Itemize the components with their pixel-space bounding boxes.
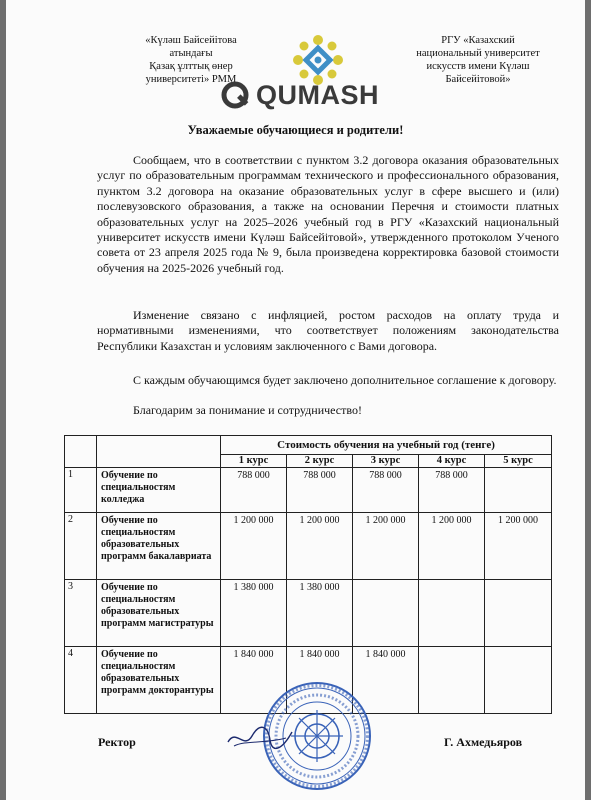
tuition-table xyxy=(64,435,552,714)
year-header: 5 курс xyxy=(485,455,552,468)
paragraph-text: Сообщаем, что в соответствии с пунктом 3.2 договора оказания образовательных услуг по образовательным программам технического и профессионального образования, пунктом 3.2 договора на оказание образовательных услуг в сфере высшего и (или) послевузовского образования, а также на основании Перечня и стоимости платных образовательных услуг на 2025–2026 учебный год в РГУ «Казахский национальный университет искусств имени Күләш Байсейітовой», утвержденного протоколом Ученого совета от 23 апреля 2025 года № 9, была произведена корректировка базовой стоимости обучения на 2025-2026 учебный год. xyxy=(97,153,559,275)
cost-cell: 1 840 000 xyxy=(221,647,287,714)
paragraph xyxy=(97,153,559,276)
cost-cell xyxy=(485,647,552,714)
cost-cell: 788 000 xyxy=(353,468,419,513)
program-name: Обучение по специальностям образовательных программ бакалавриата xyxy=(97,513,221,580)
table-row xyxy=(65,468,552,513)
header-russian-name xyxy=(398,34,558,86)
handwritten-signature xyxy=(224,720,296,756)
table-header-row xyxy=(65,436,552,455)
row-number: 4 xyxy=(65,647,97,714)
program-name: Обучение по специальностям образовательных программ докторантуры xyxy=(97,647,221,714)
table-row xyxy=(65,580,552,647)
cost-cell: 788 000 xyxy=(419,468,485,513)
header-left-line: Қазақ ұлттық өнер xyxy=(149,61,233,72)
program-name: Обучение по специальностям колледжа xyxy=(97,468,221,513)
cost-cell: 1 380 000 xyxy=(287,580,353,647)
cost-cell: 1 200 000 xyxy=(485,513,552,580)
table-header-empty xyxy=(97,436,221,468)
cost-cell: 788 000 xyxy=(287,468,353,513)
cost-cell: 1 200 000 xyxy=(221,513,287,580)
header-right-line: национальный университет xyxy=(416,48,540,59)
paragraph xyxy=(97,373,559,388)
cost-cell: 1 380 000 xyxy=(221,580,287,647)
cost-cell xyxy=(485,468,552,513)
row-number: 2 xyxy=(65,513,97,580)
table-row xyxy=(65,513,552,580)
header-left-line: атындағы xyxy=(169,48,213,59)
table-header-empty xyxy=(65,436,97,468)
cost-cell xyxy=(419,580,485,647)
cost-cell: 1 200 000 xyxy=(287,513,353,580)
page-title: Уважаемые обучающиеся и родители! xyxy=(187,123,404,137)
signatory-position: Ректор xyxy=(98,735,136,749)
watermark-text: QUMASH xyxy=(256,79,379,110)
cost-cell: 1 840 000 xyxy=(287,647,353,714)
year-header: 1 курс xyxy=(221,455,287,468)
header-right-line: искусств имени Күләш xyxy=(426,61,530,72)
header-right-line: Байсейітовой» xyxy=(445,74,511,85)
row-number: 3 xyxy=(65,580,97,647)
header-left-line: университеті» РММ xyxy=(145,74,237,85)
qumash-q-logo-icon xyxy=(220,80,250,110)
cost-cell: 1 200 000 xyxy=(419,513,485,580)
cost-cell: 1 840 000 xyxy=(353,647,419,714)
paragraph-text: Благодарим за понимание и сотрудничество! xyxy=(133,403,362,417)
program-name: Обучение по специальностям образовательных программ магистратуры xyxy=(97,580,221,647)
paragraph-text: С каждым обучающимся будет заключено дополнительное соглашение к договору. xyxy=(133,373,557,387)
year-header: 2 курс xyxy=(287,455,353,468)
signatory-name: Г. Ахмедьяров xyxy=(444,735,523,749)
year-header: 3 курс xyxy=(353,455,419,468)
cost-cell: 1 200 000 xyxy=(353,513,419,580)
header-right-line: РГУ «Казахский xyxy=(441,35,515,46)
year-header: 4 курс xyxy=(419,455,485,468)
cost-cell xyxy=(485,580,552,647)
paragraph xyxy=(97,308,559,354)
table-caption: Стоимость обучения на учебный год (тенге) xyxy=(221,436,552,455)
paragraph xyxy=(97,403,559,418)
letter-page xyxy=(6,0,585,800)
cost-cell xyxy=(419,647,485,714)
paragraph-text: Изменение связано с инфляцией, ростом расходов на оплату труда и нормативными изменениями, что соответствует положениям законодательства Республики Казахстан и условиям заключенного с Вами договора. xyxy=(97,308,559,353)
cost-cell xyxy=(353,580,419,647)
header-left-line: «Күләш Байсейітова xyxy=(145,35,237,46)
row-number: 1 xyxy=(65,468,97,513)
cost-cell: 788 000 xyxy=(221,468,287,513)
watermark xyxy=(220,78,379,112)
